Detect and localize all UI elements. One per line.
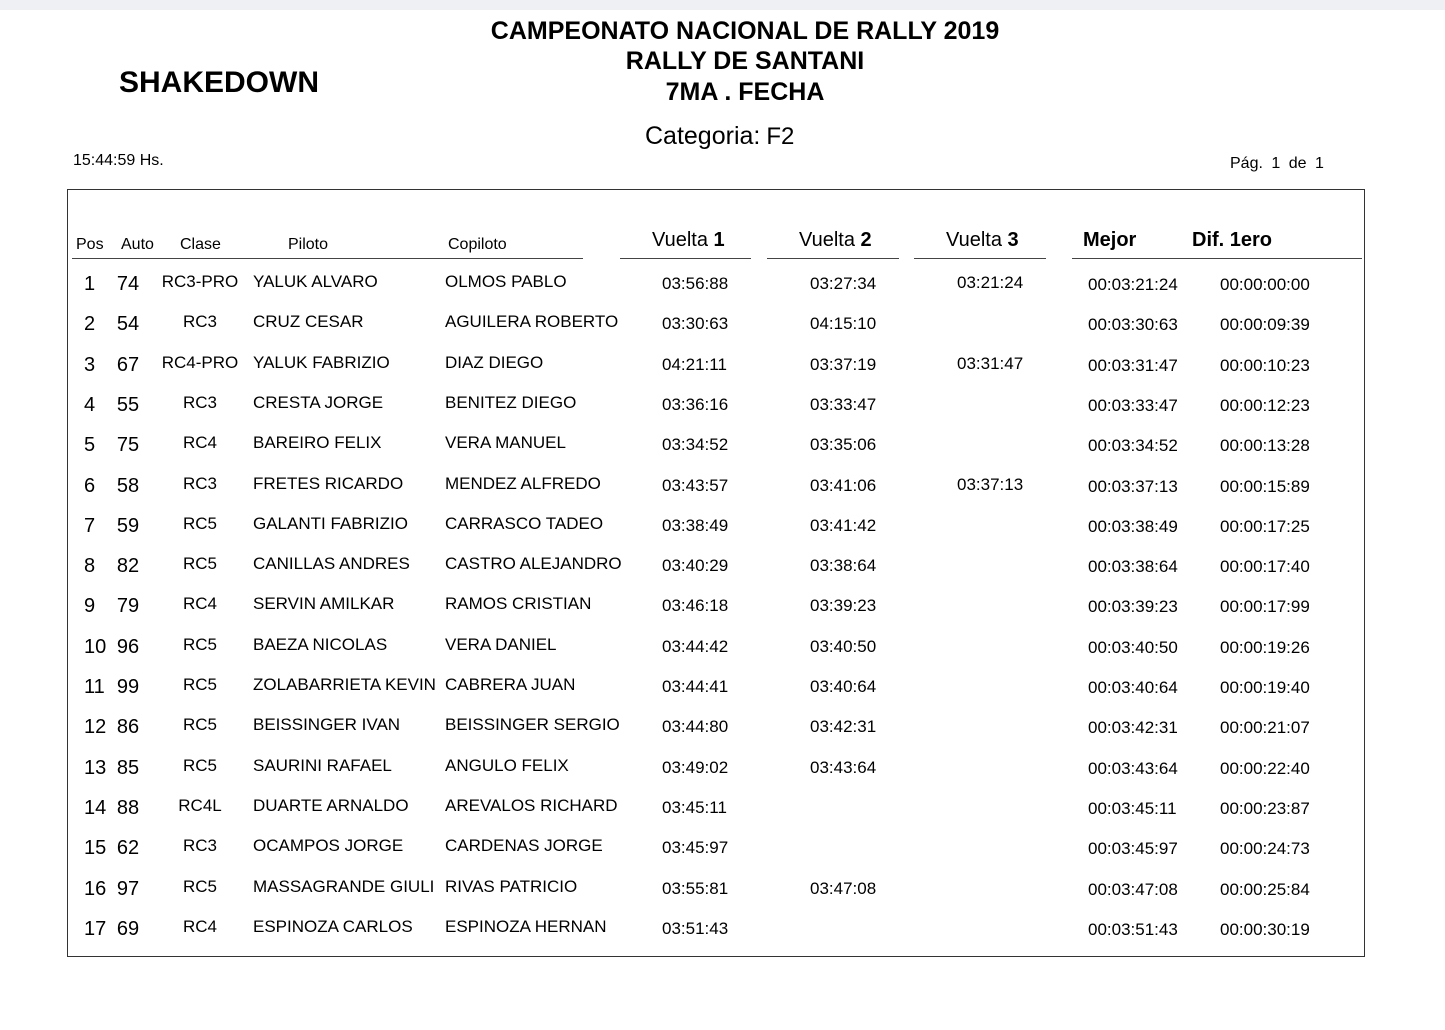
codriver-cell: BEISSINGER SERGIO bbox=[445, 715, 620, 735]
codriver-cell: ANGULO FELIX bbox=[445, 755, 569, 775]
gap-to-leader-cell: 00:00:15:89 bbox=[1220, 476, 1310, 496]
car-number-cell: 79 bbox=[116, 595, 140, 618]
codriver-cell: CARDENAS JORGE bbox=[445, 836, 603, 856]
best-time-cell: 00:03:30:63 bbox=[1088, 315, 1178, 335]
driver-cell: BAREIRO FELIX bbox=[253, 433, 382, 453]
codriver-cell: ESPINOZA HERNAN bbox=[445, 916, 607, 936]
driver-cell: GALANTI FABRIZIO bbox=[253, 513, 408, 533]
best-time-cell: 00:03:39:23 bbox=[1088, 597, 1178, 617]
driver-cell: SERVIN AMILKAR bbox=[253, 594, 395, 614]
car-number-cell: 58 bbox=[116, 474, 140, 497]
class-cell: RC5 bbox=[182, 554, 217, 574]
codriver-cell: CARRASCO TADEO bbox=[445, 513, 604, 533]
table-row bbox=[0, 666, 1445, 706]
class-cell: RC3 bbox=[182, 473, 217, 493]
lap2-time-cell: 03:43:64 bbox=[810, 757, 877, 777]
best-time-cell: 00:03:40:64 bbox=[1088, 678, 1178, 697]
driver-cell: ZOLABARRIETA KEVIN bbox=[253, 675, 436, 694]
table-row bbox=[0, 505, 1445, 545]
gap-to-leader-cell: 00:00:19:26 bbox=[1220, 637, 1310, 657]
driver-cell: CRESTA JORGE bbox=[253, 392, 384, 412]
lap2-time-cell: 03:40:50 bbox=[810, 636, 877, 656]
vuelta-number: 3 bbox=[1007, 229, 1019, 251]
class-cell: RC4-PRO bbox=[161, 352, 239, 372]
best-time-cell: 00:03:51:43 bbox=[1088, 919, 1178, 939]
table-row bbox=[0, 908, 1445, 948]
class-cell: RC5 bbox=[182, 675, 217, 694]
col-copiloto-header: Copiloto bbox=[448, 236, 507, 253]
lap2-time-cell: 03:39:23 bbox=[810, 596, 877, 616]
lap1-time-cell: 03:44:80 bbox=[662, 717, 729, 737]
position-cell: 15 bbox=[84, 837, 107, 860]
class-cell: RC5 bbox=[182, 513, 217, 533]
top-strip bbox=[0, 0, 1445, 10]
vuelta-word: Vuelta bbox=[799, 229, 855, 251]
class-cell: RC3-PRO bbox=[161, 272, 239, 291]
gap-to-leader-cell: 00:00:19:40 bbox=[1220, 678, 1310, 697]
position-cell: 8 bbox=[84, 555, 96, 578]
car-number-cell: 85 bbox=[116, 756, 140, 779]
category bbox=[645, 122, 794, 151]
best-time-cell: 00:03:45:11 bbox=[1088, 798, 1177, 818]
codriver-cell: BENITEZ DIEGO bbox=[445, 392, 577, 412]
gap-to-leader-cell: 00:00:21:07 bbox=[1220, 718, 1310, 738]
car-number-cell: 88 bbox=[116, 796, 140, 819]
lap1-time-cell: 03:34:52 bbox=[662, 435, 729, 455]
lap1-time-cell: 03:51:43 bbox=[662, 918, 729, 938]
gap-to-leader-cell: 00:00:30:19 bbox=[1220, 919, 1310, 939]
lap1-time-cell: 03:36:16 bbox=[662, 394, 729, 414]
position-cell: 14 bbox=[84, 796, 107, 819]
gap-to-leader-cell: 00:00:23:87 bbox=[1220, 798, 1310, 818]
table-row bbox=[0, 384, 1445, 424]
codriver-cell: VERA MANUEL bbox=[445, 433, 566, 453]
col-dif-header: Dif. 1ero bbox=[1192, 229, 1273, 251]
table-row bbox=[0, 787, 1445, 827]
gap-to-leader-cell: 00:00:25:84 bbox=[1220, 879, 1310, 899]
col-piloto-header: Piloto bbox=[288, 236, 329, 253]
lap2-time-cell: 03:40:64 bbox=[810, 677, 877, 696]
best-time-cell: 00:03:42:31 bbox=[1088, 718, 1178, 738]
lap2-time-cell: 03:41:06 bbox=[810, 475, 877, 495]
lap2-time-cell: 03:42:31 bbox=[810, 717, 877, 737]
class-cell: RC5 bbox=[182, 876, 217, 896]
driver-cell: FRETES RICARDO bbox=[253, 473, 404, 493]
driver-cell: BEISSINGER IVAN bbox=[253, 715, 401, 735]
driver-cell: ESPINOZA CARLOS bbox=[253, 916, 413, 936]
position-cell: 12 bbox=[84, 716, 107, 739]
rally-name: RALLY DE SANTANI bbox=[625, 47, 865, 75]
car-number-cell: 96 bbox=[116, 635, 140, 658]
col-vuelta2-header bbox=[799, 229, 872, 252]
class-cell: RC5 bbox=[182, 755, 217, 775]
car-number-cell: 74 bbox=[116, 273, 140, 295]
col-pos-header: Pos bbox=[76, 236, 104, 253]
table-row bbox=[0, 545, 1445, 585]
header-divider-left bbox=[72, 258, 583, 259]
car-number-cell: 75 bbox=[116, 434, 140, 457]
car-number-cell: 86 bbox=[116, 716, 140, 739]
position-cell: 11 bbox=[84, 676, 105, 698]
class-cell: RC3 bbox=[182, 836, 217, 856]
table-row bbox=[0, 303, 1445, 343]
class-cell: RC3 bbox=[182, 312, 217, 332]
codriver-cell: MENDEZ ALFREDO bbox=[445, 473, 601, 493]
best-time-cell: 00:03:38:49 bbox=[1088, 516, 1178, 536]
header-divider-vuelta1 bbox=[620, 258, 751, 259]
lap1-time-cell: 03:44:42 bbox=[662, 636, 729, 656]
driver-cell: DUARTE ARNALDO bbox=[253, 795, 409, 815]
lap2-time-cell: 04:15:10 bbox=[810, 314, 877, 334]
lap2-time-cell: 03:41:42 bbox=[810, 515, 877, 535]
table-row bbox=[0, 424, 1445, 464]
class-cell: RC4 bbox=[182, 433, 217, 453]
driver-cell: YALUK ALVARO bbox=[253, 272, 378, 291]
gap-to-leader-cell: 00:00:13:28 bbox=[1220, 436, 1310, 456]
driver-cell: OCAMPOS JORGE bbox=[253, 836, 404, 856]
best-time-cell: 00:03:45:97 bbox=[1088, 839, 1178, 859]
lap1-time-cell: 03:45:11 bbox=[662, 797, 727, 817]
lap3-time-cell: 03:37:13 bbox=[957, 474, 1024, 494]
lap2-time-cell: 03:33:47 bbox=[810, 394, 877, 414]
class-cell: RC5 bbox=[182, 715, 217, 735]
driver-cell: SAURINI RAFAEL bbox=[253, 755, 392, 775]
vuelta-word: Vuelta bbox=[652, 229, 708, 251]
table-row bbox=[0, 827, 1445, 867]
table-row bbox=[0, 344, 1445, 384]
best-time-cell: 00:03:37:13 bbox=[1088, 476, 1178, 496]
gap-to-leader-cell: 00:00:17:99 bbox=[1220, 597, 1310, 617]
position-cell: 3 bbox=[84, 353, 96, 376]
driver-cell: CRUZ CESAR bbox=[253, 312, 364, 332]
lap2-time-cell: 03:27:34 bbox=[810, 274, 877, 293]
lap2-time-cell: 03:37:19 bbox=[810, 354, 877, 374]
best-time-cell: 00:03:47:08 bbox=[1088, 879, 1178, 899]
codriver-cell: AGUILERA ROBERTO bbox=[445, 312, 619, 332]
car-number-cell: 55 bbox=[116, 393, 140, 416]
lap1-time-cell: 03:40:29 bbox=[662, 556, 729, 576]
position-cell: 17 bbox=[84, 917, 107, 940]
lap1-time-cell: 04:21:11 bbox=[662, 354, 727, 374]
position-cell: 13 bbox=[84, 756, 107, 779]
vuelta-word: Vuelta bbox=[946, 229, 1002, 251]
position-cell: 5 bbox=[84, 434, 96, 457]
lap1-time-cell: 03:38:49 bbox=[662, 515, 729, 535]
table-row bbox=[0, 626, 1445, 666]
position-cell: 6 bbox=[84, 474, 96, 497]
position-cell: 4 bbox=[84, 393, 96, 416]
page-indicator: Pág. 1 de 1 bbox=[1230, 155, 1324, 172]
lap1-time-cell: 03:49:02 bbox=[662, 757, 729, 777]
table-row bbox=[0, 706, 1445, 746]
car-number-cell: 99 bbox=[116, 676, 140, 698]
codriver-cell: RIVAS PATRICIO bbox=[445, 876, 578, 896]
best-time-cell: 00:03:40:50 bbox=[1088, 637, 1178, 657]
vuelta-number: 2 bbox=[860, 229, 872, 251]
best-time-cell: 00:03:38:64 bbox=[1088, 557, 1178, 577]
codriver-cell: CASTRO ALEJANDRO bbox=[445, 554, 622, 574]
codriver-cell: CABRERA JUAN bbox=[445, 675, 576, 694]
lap1-time-cell: 03:30:63 bbox=[662, 314, 729, 334]
header-divider-vuelta2 bbox=[767, 258, 899, 259]
col-mejor-header: Mejor bbox=[1083, 229, 1137, 251]
lap1-time-cell: 03:46:18 bbox=[662, 596, 729, 616]
lap1-time-cell: 03:55:81 bbox=[662, 878, 729, 898]
gap-to-leader-cell: 00:00:22:40 bbox=[1220, 758, 1310, 778]
car-number-cell: 97 bbox=[116, 877, 140, 900]
position-cell: 10 bbox=[84, 635, 107, 658]
codriver-cell: AREVALOS RICHARD bbox=[445, 795, 618, 815]
lap2-time-cell: 03:38:64 bbox=[810, 556, 877, 576]
position-cell: 9 bbox=[84, 595, 96, 618]
class-cell: RC4 bbox=[182, 916, 217, 936]
col-vuelta3-header bbox=[946, 229, 1019, 252]
lap1-time-cell: 03:45:97 bbox=[662, 838, 729, 858]
gap-to-leader-cell: 00:00:17:40 bbox=[1220, 557, 1310, 577]
lap3-time-cell: 03:21:24 bbox=[957, 273, 1024, 292]
best-time-cell: 00:03:43:64 bbox=[1088, 758, 1178, 778]
gap-to-leader-cell: 00:00:12:23 bbox=[1220, 395, 1310, 415]
gap-to-leader-cell: 00:00:24:73 bbox=[1220, 839, 1310, 859]
codriver-cell: VERA DANIEL bbox=[445, 634, 557, 654]
category-value: F2 bbox=[766, 123, 795, 150]
table-row bbox=[0, 263, 1445, 303]
vuelta-number: 1 bbox=[713, 229, 725, 251]
driver-cell: BAEZA NICOLAS bbox=[253, 634, 388, 654]
car-number-cell: 62 bbox=[116, 837, 140, 860]
position-cell: 1 bbox=[84, 273, 96, 295]
position-cell: 16 bbox=[84, 877, 107, 900]
driver-cell: MASSAGRANDE GIULI bbox=[253, 876, 435, 896]
best-time-cell: 00:03:33:47 bbox=[1088, 395, 1178, 415]
best-time-cell: 00:03:34:52 bbox=[1088, 436, 1178, 456]
round-label: 7MA . FECHA bbox=[665, 78, 825, 106]
col-vuelta1-header bbox=[652, 229, 725, 252]
class-cell: RC4 bbox=[182, 594, 217, 614]
gap-to-leader-cell: 00:00:17:25 bbox=[1220, 516, 1310, 536]
driver-cell: YALUK FABRIZIO bbox=[253, 352, 390, 372]
gap-to-leader-cell: 00:00:10:23 bbox=[1220, 355, 1310, 375]
col-auto-header: Auto bbox=[121, 236, 154, 253]
table-row bbox=[0, 465, 1445, 505]
codriver-cell: OLMOS PABLO bbox=[445, 272, 567, 291]
lap2-time-cell: 03:47:08 bbox=[810, 878, 877, 898]
gap-to-leader-cell: 00:00:09:39 bbox=[1220, 315, 1310, 335]
car-number-cell: 67 bbox=[116, 353, 140, 376]
class-cell: RC3 bbox=[182, 392, 217, 412]
category-label: Categoria: bbox=[645, 122, 761, 150]
lap3-time-cell: 03:31:47 bbox=[957, 353, 1024, 373]
table-row bbox=[0, 585, 1445, 625]
position-cell: 2 bbox=[84, 313, 96, 336]
car-number-cell: 54 bbox=[116, 313, 140, 336]
session-title: SHAKEDOWN bbox=[119, 66, 319, 99]
codriver-cell: DIAZ DIEGO bbox=[445, 352, 544, 372]
best-time-cell: 00:03:31:47 bbox=[1088, 355, 1178, 375]
table-row bbox=[0, 747, 1445, 787]
car-number-cell: 82 bbox=[116, 555, 140, 578]
lap1-time-cell: 03:56:88 bbox=[662, 274, 729, 293]
header-divider-vuelta3 bbox=[914, 258, 1046, 259]
table-row bbox=[0, 868, 1445, 908]
best-time-cell: 00:03:21:24 bbox=[1088, 275, 1178, 294]
class-cell: RC4L bbox=[178, 795, 222, 815]
car-number-cell: 59 bbox=[116, 514, 140, 537]
report-time: 15:44:59 Hs. bbox=[73, 152, 164, 169]
championship-title: CAMPEONATO NACIONAL DE RALLY 2019 bbox=[490, 17, 1000, 45]
driver-cell: CANILLAS ANDRES bbox=[253, 554, 410, 574]
gap-to-leader-cell: 00:00:00:00 bbox=[1220, 275, 1310, 294]
header-divider-right bbox=[1072, 258, 1362, 259]
position-cell: 7 bbox=[84, 514, 96, 537]
codriver-cell: RAMOS CRISTIAN bbox=[445, 594, 592, 614]
class-cell: RC5 bbox=[182, 634, 217, 654]
lap2-time-cell: 03:35:06 bbox=[810, 435, 877, 455]
lap1-time-cell: 03:44:41 bbox=[662, 677, 729, 696]
col-clase-header: Clase bbox=[180, 236, 221, 253]
car-number-cell: 69 bbox=[116, 917, 140, 940]
lap1-time-cell: 03:43:57 bbox=[662, 475, 729, 495]
